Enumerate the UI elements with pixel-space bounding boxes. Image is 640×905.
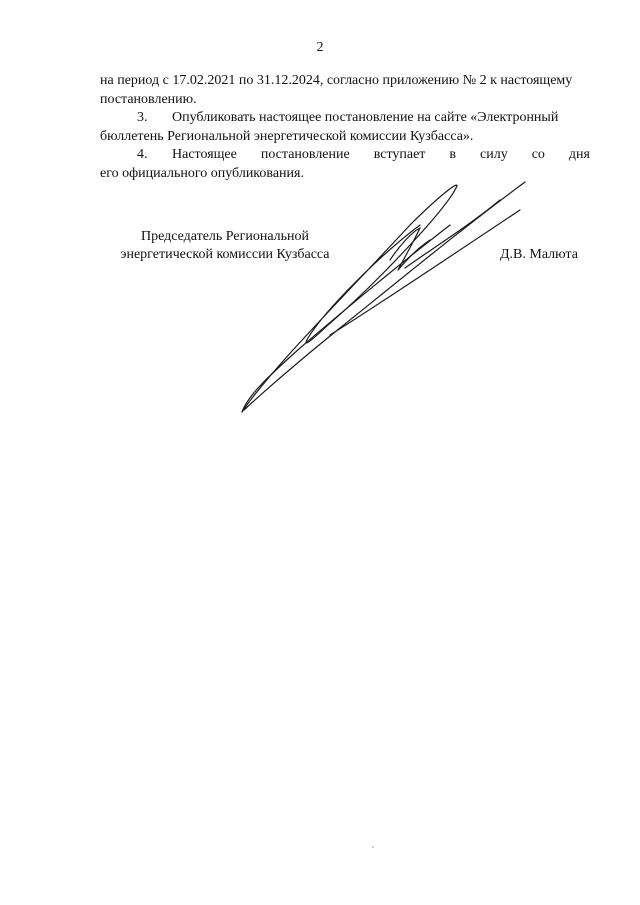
item-4-line-2: его официального опубликования. <box>100 165 304 181</box>
body-line-1: на период с 17.02.2021 по 31.12.2024, согласно приложению № 2 к настоящему <box>100 73 573 88</box>
item-3-line-1 <box>100 109 590 128</box>
document-body <box>100 72 590 183</box>
item-4-word: вступает <box>373 147 426 162</box>
item-4-word: постановление <box>260 147 350 162</box>
item-3-line-2: бюллетень Региональной энергетической комиссии Кузбасса». <box>100 128 474 144</box>
scan-artifact <box>372 846 374 848</box>
item-4-word: Настоящее <box>172 147 237 162</box>
signatory-title-line-2: энергетической комиссии Кузбасса <box>120 247 330 262</box>
handwritten-signature <box>230 170 530 420</box>
body-line-2: постановлению. <box>100 91 197 107</box>
item-3-text: Опубликовать настоящее постановление на сайте «Электронный <box>172 110 559 125</box>
item-4-word: силу <box>480 147 508 162</box>
item-3-number: 3. <box>137 110 148 125</box>
signatory-name: Д.В. Малюта <box>500 247 578 262</box>
page-number: 2 <box>316 40 324 55</box>
item-4-line-1 <box>100 146 590 165</box>
signatory-title-line-1: Председатель Региональной <box>140 229 310 244</box>
item-4-lead <box>100 146 237 165</box>
item-4-number: 4. <box>137 147 148 162</box>
item-4-word: в <box>449 147 457 162</box>
item-4-word: со <box>531 147 545 162</box>
item-4-word: дня <box>568 147 590 162</box>
